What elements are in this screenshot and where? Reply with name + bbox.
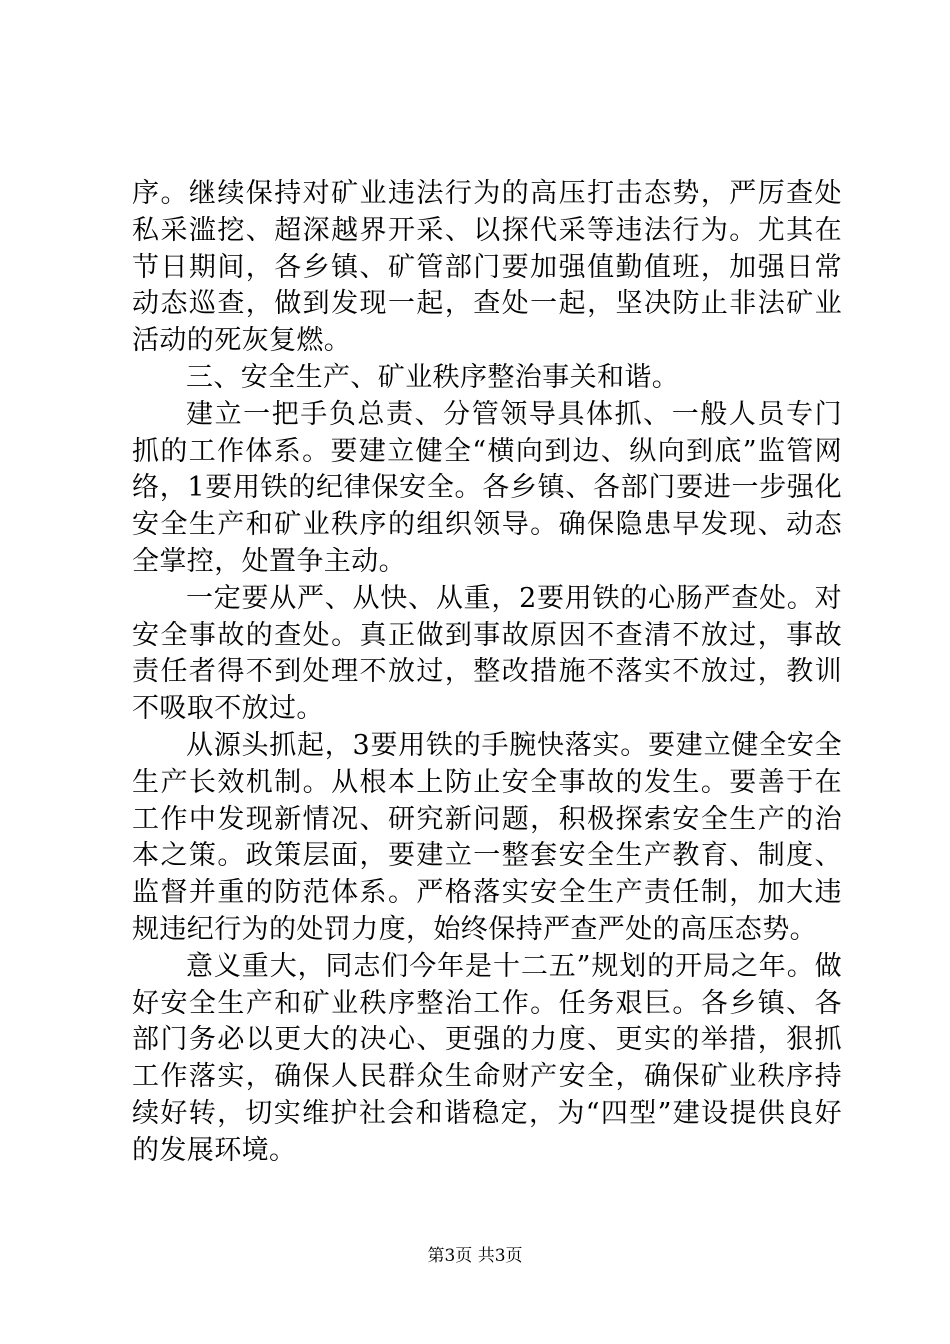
paragraph-5: 从源头抓起，3要用铁的手腕快落实。要建立健全安全生产长效机制。从根本上防止安全事故的发生。要善于在工作中发现新情况、研究新问题，积极探索安全生产的治本之策。政策层面，要建立一整套安全生产教育、制度、监督并重的防范体系。严格落实安全生产责任制，加大违规违纪行为的处罚力度，始终保持严查严处的高压态势。 — [132, 729, 842, 945]
paragraph-1: 序。继续保持对矿业违法行为的高压打击态势，严厉查处私采滥挖、超深越界开采、以探代采等违法行为。尤其在节日期间，各乡镇、矿管部门要加强值勤值班，加强日常动态巡查，做到发现一起，查处一起，坚决防止非法矿业活动的死灰复燃。 — [132, 178, 842, 357]
page-number-footer: 第3页 共3页 — [427, 1246, 523, 1266]
paragraph-4: 一定要从严、从快、从重，2要用铁的心肠严查处。对安全事故的查处。真正做到事故原因不查清不放过，事故责任者得不到处理不放过，整改措施不落实不放过，教训不吸取不放过。 — [132, 582, 842, 725]
paragraph-3: 建立一把手负总责、分管领导具体抓、一般人员专门抓的工作体系。要建立健全“横向到边、纵向到底”监管网络，1要用铁的纪律保安全。各乡镇、各部门要进一步强化安全生产和矿业秩序的组织领导。确保隐患早发现、动态全掌控，处置争主动。 — [132, 398, 842, 577]
section-heading-3: 三、安全生产、矿业秩序整治事关和谐。 — [186, 361, 680, 393]
document-body — [132, 176, 842, 1170]
paragraph-6: 意义重大，同志们今年是十二五”规划的开局之年。做好安全生产和矿业秩序整治工作。任务艰巨。各乡镇、各部门务必以更大的决心、更强的力度、更实的举措，狠抓工作落实，确保人民群众生命财产安全，确保矿业秩序持续好转，切实维护社会和谐稳定，为“四型”建设提供良好的发展环境。 — [132, 950, 842, 1166]
